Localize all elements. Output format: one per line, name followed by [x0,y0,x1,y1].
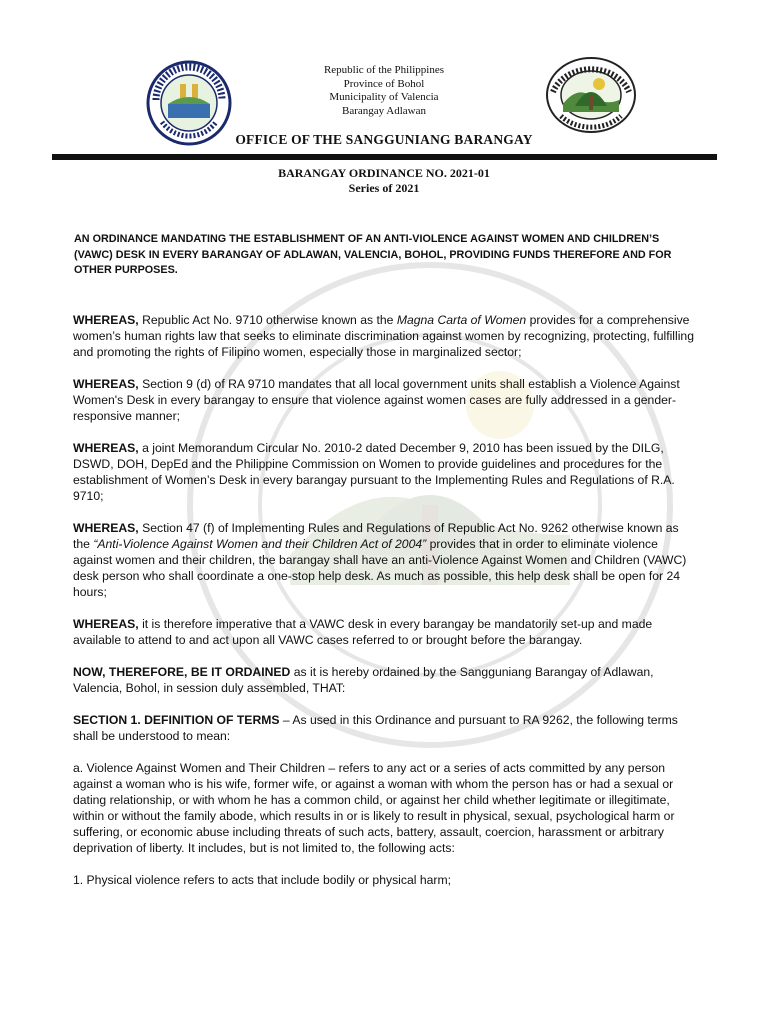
whereas-text: Section 9 (d) of RA 9710 mandates that all local government units shall establish a Violence Against Women's Desk in every barangay to ensure that violence against women cases are fully addressed in a gender-responsive manner; [73,376,680,423]
gov-line-province: Province of Bohol [343,77,425,90]
gov-line-barangay: Barangay Adlawan [342,104,426,117]
office-title: OFFICE OF THE SANGGUNIANG BARANGAY [235,132,533,147]
section-1-paragraph [73,712,698,744]
ordained-text: as it is hereby ordained by the Sangguniang Barangay of Adlawan, Valencia, Bohol, in session duly assembled, THAT: [73,664,654,695]
whereas-emphasis: “Anti-Violence Against Women and their Children Act of 2004” [93,536,427,551]
whereas-paragraph-1 [73,312,698,360]
whereas-text-post: provides that in order to eliminate violence against women and their children, the barangay shall have an anti-Violence Against Women and Children (VAWC) desk person who shall coordinate a one-stop help desk. As much as possible, this help desk shall be open for 24 hours; [73,536,687,599]
whereas-lead: WHEREAS, [73,312,139,327]
definition-a: a. Violence Against Women and Their Children – refers to any act or a series of acts committed by any person against a woman who is his wife, former wife, or against a woman with whom the person has or had a sexual or dating relationship, or with whom he has a common child, or against her child whether legitimate or illegitimate, within or without the family abode, which results in or is likely to result in physical, sexual, psychological harm or suffering, or economic abuse including threats of such acts, battery, assault, coercion, harassment or arbitrary deprivation of liberty. It includes, but is not limited to, the following acts: [73,760,675,855]
whereas-lead: WHEREAS, [73,616,139,631]
whereas-text: it is therefore imperative that a VAWC desk in every barangay be mandatorily set-up and made available to attend to and act upon all VAWC cases referred to or brought before the barangay. [73,616,653,647]
ordinance-title: AN ORDINANCE MANDATING THE ESTABLISHMENT OF AN ANTI-VIOLENCE AGAINST WOMEN AND CHILDREN’S (VAWC) DESK IN EVERY BARANGAY OF ADLAWAN, VALENCIA, BOHOL, PROVIDING FUNDS THEREFORE AND FOR OTHER PURPOSES. [74,233,672,276]
barangay-seal-logo [545,56,637,134]
whereas-paragraph-5 [73,616,698,648]
whereas-paragraph-3 [73,440,698,504]
gov-line-municipality: Municipality of Valencia [329,91,439,103]
whereas-text: Republic Act No. 9710 otherwise known as the [138,312,397,327]
whereas-lead: WHEREAS, [73,520,139,535]
whereas-text: a joint Memorandum Circular No. 2010-2 dated December 9, 2010 has been issued by the DILG, DSWD, DOH, DepEd and the Philippine Commission on Women to provide guidelines and procedures for the establishment of Women’s Desk in every barangay pursuant to the Implementing Rules and Regulations of R.A. 9710; [73,440,675,503]
whereas-lead: WHEREAS, [73,440,139,455]
whereas-paragraph-2 [73,376,698,424]
gov-line-republic: Republic of the Philippines [323,64,445,76]
ordained-lead: NOW, THEREFORE, BE IT ORDAINED [73,664,291,679]
whereas-text: Section 47 (f) of Implementing Rules and Regulations of Republic Act No. 9262 otherwise known as the [73,520,679,551]
document-body [73,232,698,888]
ordinance-series: Series of 2021 [348,181,420,195]
ordinance-number: BARANGAY ORDINANCE NO. 2021-01 [278,166,490,180]
section-1-text: – As used in this Ordinance and pursuant to RA 9262, the following terms shall be understood to mean: [73,712,678,743]
document-header [0,0,768,170]
ordinance-heading [200,166,568,196]
ordained-paragraph [73,664,698,696]
definition-item-1: 1. Physical violence refers to acts that include bodily or physical harm; [73,872,451,887]
government-lines [270,64,498,118]
whereas-emphasis: Magna Carta of Women [396,312,527,327]
header-divider [52,154,717,160]
whereas-text-post: provides for a comprehensive women’s human rights law that seeks to eliminate discrimination against women by recognizing, protecting, fulfilling and promoting the rights of Filipino women, especially those in marginalized sector; [73,312,694,359]
whereas-lead: WHEREAS, [73,376,139,391]
section-1-lead: SECTION 1. DEFINITION OF TERMS [73,712,280,727]
whereas-paragraph-4 [73,520,698,600]
